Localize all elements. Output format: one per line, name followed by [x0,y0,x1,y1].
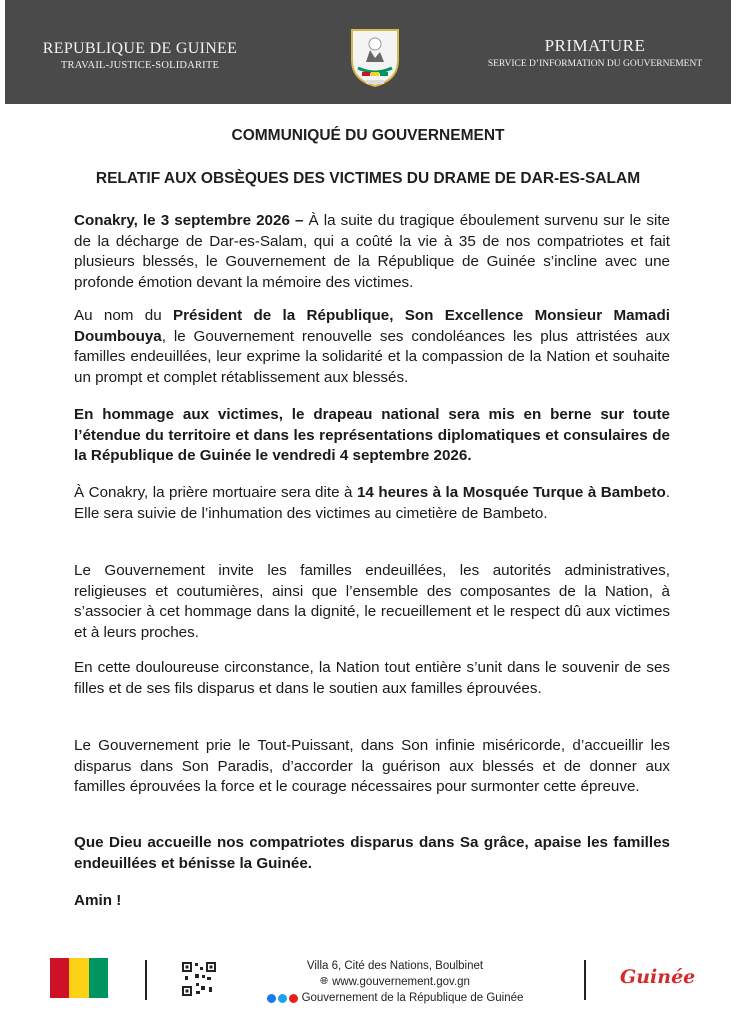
social-handle[interactable]: Gouvernement de la République de Guinée [301,992,524,1004]
primature-title: PRIMATURE [544,36,646,55]
president-name: Président de la République, Son Excellence Monsieur Mamadi Doumbouya [74,307,670,345]
youtube-icon[interactable] [289,994,298,1003]
country-name: REPUBLIQUE DE GUINEE [42,40,238,57]
facebook-icon[interactable] [267,994,276,1003]
globe-icon: 🌐︎ [320,976,329,987]
footer-website[interactable] [255,974,535,990]
paragraph-8: Que Dieu accueille nos compatriotes disparus dans Sa grâce, apaise les familles endeuillées et bénisse la Guinée. [74,834,670,872]
guinea-flag-icon [50,958,108,998]
social-icons [267,994,298,1003]
address-text: Villa 6, Cité des Nations, Boulbinet [306,960,484,972]
paragraph-4-lead: À Conakry, la prière mortuaire sera dite à [74,484,357,501]
footer-divider-right [584,960,586,1000]
footer-contact [255,958,535,1006]
paragraph-3: En hommage aux victimes, le drapeau national sera mis en berne sur toute l’étendue du territoire et dans les représentations diplomatiques et consulaires de la République de Guinée le vendredi 4 septembre 2026. [74,406,670,464]
letterhead-left [35,40,245,71]
paragraph-2-lead: Au nom du [74,307,173,324]
letterhead-right [475,36,715,69]
prayer-time-place: 14 heures à la Mosquée Turque à Bambeto [356,484,666,501]
paragraph-1-text: À la suite du tragique éboulement survenu sur le site de la décharge de Dar-es-Salam, qui a coûté la vie à 35 de nos compatriotes et fait plusieurs blessés, le Gouvernement de la République de Guinée s’incline avec une profonde émotion devant la mémoire des victimes. [74,212,670,291]
footer-divider [145,960,147,1000]
document-title: COMMUNIQUÉ DU GOUVERNEMENT [231,127,505,144]
website-link[interactable]: www.gouvernement.gov.gn [332,976,470,988]
qr-code-icon[interactable] [181,961,217,997]
paragraph-2 [74,306,670,388]
footer-social[interactable] [255,990,535,1006]
national-motto: TRAVAIL-JUSTICE-SOLIDARITE [60,60,220,71]
paragraph-1 [74,211,670,293]
twitter-icon[interactable] [278,994,287,1003]
paragraph-7: Le Gouvernement prie le Tout-Puissant, dans Son infinie miséricorde, d’accueillir les disparus dans Son Paradis, d’accorder la guérison aux blessés et de donner aux familles éprouvées la force et le courage nécessaires pour surmonter cette épreuve. [74,737,670,795]
closing-amin: Amin ! [74,892,122,909]
paragraph-5: Le Gouvernement invite les familles endeuillées, les autorités administratives, religieuses et coutumières, ainsi que l’ensemble des composantes de la Nation, à s’associer à cet hommage dans la dignité, le recueillement et le respect dû aux victimes et à leurs proches. [74,562,670,641]
paragraph-4 [74,483,670,524]
dateline: Conakry, le 3 septembre 2026 – [74,212,304,229]
paragraph-2-text: , le Gouvernement renouvelle ses condoléances les plus attristées aux familles endeuillées, leur exprime la solidarité et la compassion de la Nation et souhaite un prompt et complet rétablissement aux blessés. [74,327,670,386]
coat-of-arms-icon [344,22,406,90]
service-name: SERVICE D’INFORMATION DU GOUVERNEMENT [487,59,703,69]
paragraph-6: En cette douloureuse circonstance, la Nation tout entière s’unit dans le souvenir de ses filles et de ses fils disparus et dans le soutien aux familles éprouvées. [74,659,670,697]
letterhead-banner [5,0,731,104]
footer-address [255,958,535,974]
document-subtitle: RELATIF AUX OBSÈQUES DES VICTIMES DU DRAME DE DAR-ES-SALAM [95,170,641,187]
paragraph-4-text: . Elle sera suivie de l’inhumation des victimes au cimetière de Bambeto. [74,484,670,522]
guinee-brand-logo: Guinée [620,966,696,988]
